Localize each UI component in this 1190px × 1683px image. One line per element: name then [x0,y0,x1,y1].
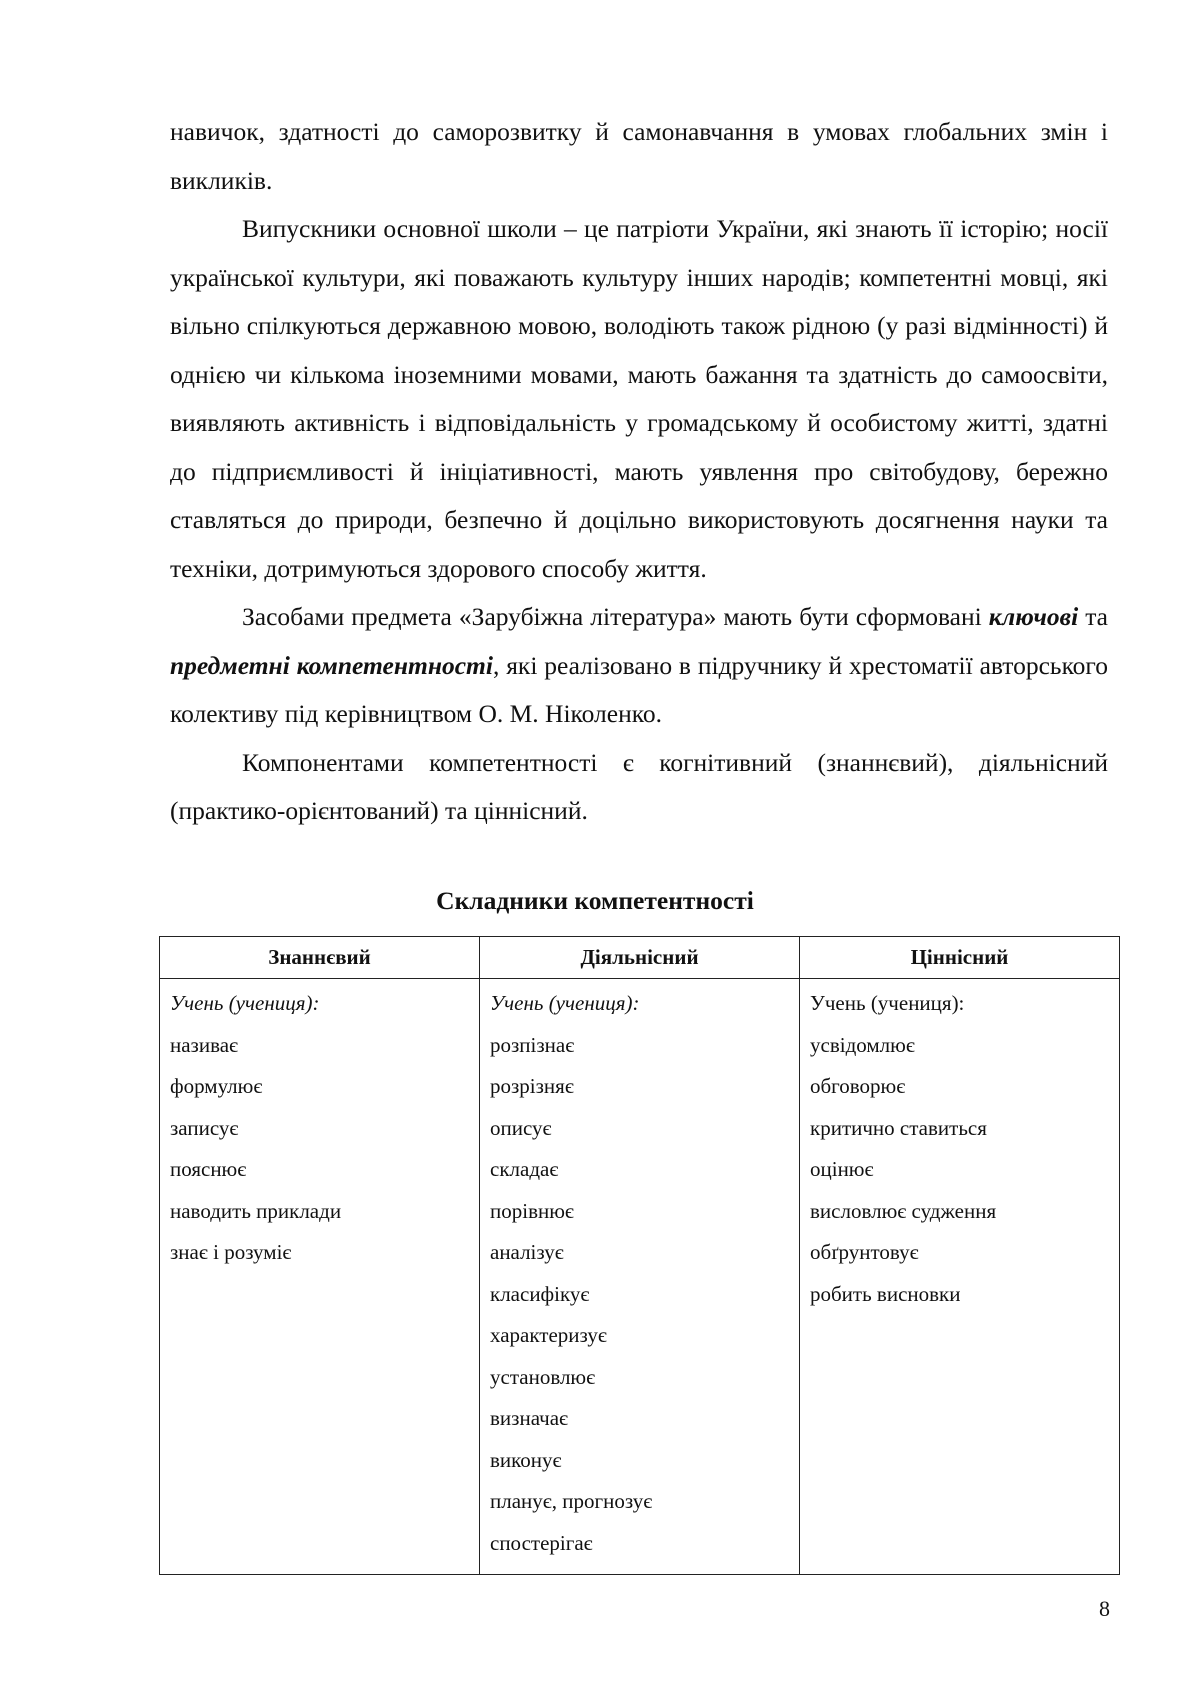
table-title: Складники компетентності [436,886,754,915]
list-item: робить висновки [810,1281,961,1306]
list-item: складає [490,1157,559,1181]
list-item: записує [170,1115,239,1140]
header-knowledge: Знаннєвий [160,937,480,979]
list-item: установлює [490,1364,596,1389]
list-item: порівнює [490,1198,574,1223]
paragraph-competences [170,593,1108,739]
list-item: обговорює [810,1074,906,1098]
list-item: аналізує [490,1240,564,1264]
list-item: класифікує [490,1281,590,1306]
list-item: оцінює [810,1157,874,1181]
list-item: усвідомлює [810,1032,915,1057]
list-item: називає [170,1032,239,1057]
list-item: висловлює судження [810,1198,997,1223]
column-activity [480,979,800,1575]
column-intro: Учень (учениця): [490,991,640,1015]
header-activity: Діяльнісний [480,937,800,979]
list-item: описує [490,1115,552,1140]
header-value: Ціннісний [800,937,1120,979]
list-item: виконує [490,1447,562,1472]
table-row [160,979,1120,1575]
subject-competences-term: предметні компетентності [170,650,493,680]
column-value [800,979,1120,1575]
list-item: визначає [490,1406,569,1430]
list-item: характеризує [490,1323,607,1347]
paragraph-competences-part-c: та [1078,602,1108,631]
body-text [170,108,1108,836]
key-competences-term: ключові [988,602,1079,631]
paragraph-competences-part-e: , які реалізовано в підручнику й хрестоматії авторського колективу під керівництвом О. М. Ніколенко. [170,650,1108,728]
list-item: планує, прогнозує [490,1489,653,1513]
list-item: наводить приклади [170,1198,342,1223]
list-item: формулює [170,1074,263,1098]
paragraph-continuation: навичок, здатності до саморозвитку й самонавчання в умовах глобальних змін і викликів. [170,117,1108,195]
list-item: знає і розуміє [170,1240,292,1264]
paragraph-competences-part-a: Засобами предмета «Зарубіжна література» мають бути сформовані [242,602,989,631]
list-item: розрізняє [490,1074,574,1098]
paragraph-components: Компонентами компетентності є когнітивний (знаннєвий), діяльнісний (практико-орієнтований) та ціннісний. [170,747,1108,825]
list-item: критично ставиться [810,1115,987,1140]
list-item: обґрунтовує [810,1240,919,1264]
page-number: 8 [1099,1596,1110,1621]
competence-table [159,936,1120,1575]
list-item: спостерігає [490,1530,593,1555]
column-intro: Учень (учениця): [810,991,965,1015]
list-item: пояснює [170,1157,247,1181]
column-knowledge [160,979,480,1575]
column-intro: Учень (учениця): [170,991,320,1015]
list-item: розпізнає [490,1032,575,1057]
table-header-row [160,937,1120,979]
paragraph-graduates: Випускники основної школи – це патріоти України, які знають її історію; носії української культури, які поважають культуру інших народів; компетентні мовці, які вільно спілкуються державною мовою, володіють також рідною (у разі відмінності) й однією чи кількома іноземними мовами, мають бажання та здатність до самоосвіти, виявляють активність і відповідальність у громадському й особистому житті, здатні до підприємливості й ініціативності, мають уявлення про світобудову, бережно ставляться до природи, безпечно й доцільно використовують досягнення науки та техніки, дотримуються здорового способу життя. [170,214,1108,583]
